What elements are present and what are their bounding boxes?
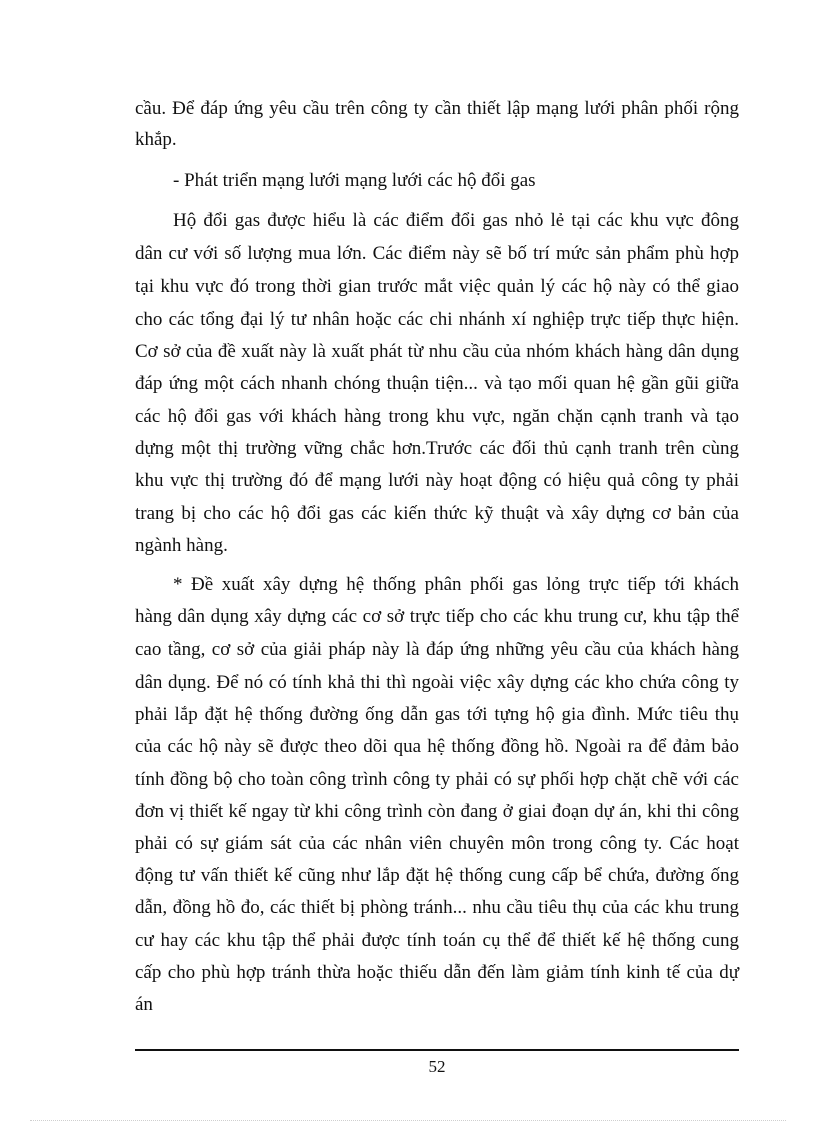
- subheading-line: - Phát triển mạng lưới mạng lưới các hộ đổi gas: [173, 170, 536, 191]
- body-text-line: dân dụng. Để nó có tính khả thi thì ngoài việc xây dựng các kho chứa công ty: [135, 672, 739, 693]
- page-number: 52: [428, 1057, 446, 1076]
- body-text-line: khu vực thị trường đó để mạng lưới này hoạt động có hiệu quả công ty phải: [135, 470, 739, 491]
- body-text-line: cao tầng, cơ sở của giải pháp này là đáp ứng những yêu cầu của khách hàng: [135, 639, 739, 660]
- body-text-line: đáp ứng một cách nhanh chóng thuận tiện... và tạo mối quan hệ gần gũi giữa: [135, 373, 739, 394]
- body-text-line: án: [135, 994, 153, 1015]
- body-text-line: các hộ đổi gas với khách hàng trong khu vực, ngăn chặn cạnh tranh và tạo: [135, 406, 739, 427]
- body-text-line: tính đồng bộ cho toàn công trình công ty phải có sự phối hợp chặt chẽ với các: [135, 769, 739, 790]
- body-text-line: * Đề xuất xây dựng hệ thống phân phối gas lỏng trực tiếp tới khách: [173, 574, 739, 595]
- footer-divider: [135, 1049, 739, 1051]
- body-text-line: đơn vị thiết kế ngay từ khi công trình còn đang ở giai đoạn dự án, khi thi công: [135, 801, 739, 822]
- body-text-line: dựng một thị trường vững chắc hơn.Trước các đối thủ cạnh tranh trên cùng: [135, 438, 739, 459]
- body-text-line: ngành hàng.: [135, 535, 228, 556]
- body-text-line: trang bị cho các hộ đổi gas các kiến thức kỹ thuật và xây dựng cơ bản của: [135, 503, 739, 524]
- body-text-line: khắp.: [135, 129, 177, 150]
- body-text-line: Hộ đổi gas được hiểu là các điểm đổi gas nhỏ lẻ tại các khu vực đông: [173, 210, 739, 231]
- body-text-line: dẫn, đồng hồ đo, các thiết bị phòng tránh... nhu cầu tiêu thụ của các khu trung: [135, 897, 739, 918]
- body-text-line: cầu. Để đáp ứng yêu cầu trên công ty cần thiết lập mạng lưới phân phối rộng: [135, 98, 739, 119]
- body-text-line: phải lắp đặt hệ thống đường ống dẫn gas tới tựng hộ gia đình. Mức tiêu thụ: [135, 704, 739, 725]
- body-text-line: cư hay các khu tập thể phải được tính toán cụ thể để thiết kế hệ thống cung: [135, 930, 739, 951]
- page-edge-divider: [30, 1120, 786, 1121]
- body-text-line: dân cư với số lượng mua lớn. Các điểm này sẽ bố trí mức sản phẩm phù hợp: [135, 243, 739, 264]
- body-text-line: động tư vấn thiết kế cũng như lắp đặt hệ thống cung cấp bể chứa, đường ống: [135, 865, 739, 886]
- body-text-line: cấp cho phù hợp tránh thừa hoặc thiếu dẫn đến làm giảm tính kinh tế của dự: [135, 962, 739, 983]
- body-text-line: cho các tổng đại lý tư nhân hoặc các chi nhánh xí nghiệp trực tiếp thực hiện.: [135, 309, 739, 330]
- body-text-line: của các hộ này sẽ được theo dõi qua hệ thống đồng hồ. Ngoài ra để đảm bảo: [135, 736, 739, 757]
- body-text-line: phải có sự giám sát của các nhân viên chuyên môn trong công ty. Các hoạt: [135, 833, 739, 854]
- body-text-line: hàng dân dụng xây dựng các cơ sở trực tiếp cho các khu trung cư, khu tập thể: [135, 606, 739, 627]
- body-text-line: Cơ sở của đề xuất này là xuất phát từ nhu cầu của nhóm khách hàng dân dụng: [135, 341, 739, 362]
- body-text-line: tại khu vực đó trong thời gian trước mắt việc quản lý các hộ này có thể giao: [135, 276, 739, 297]
